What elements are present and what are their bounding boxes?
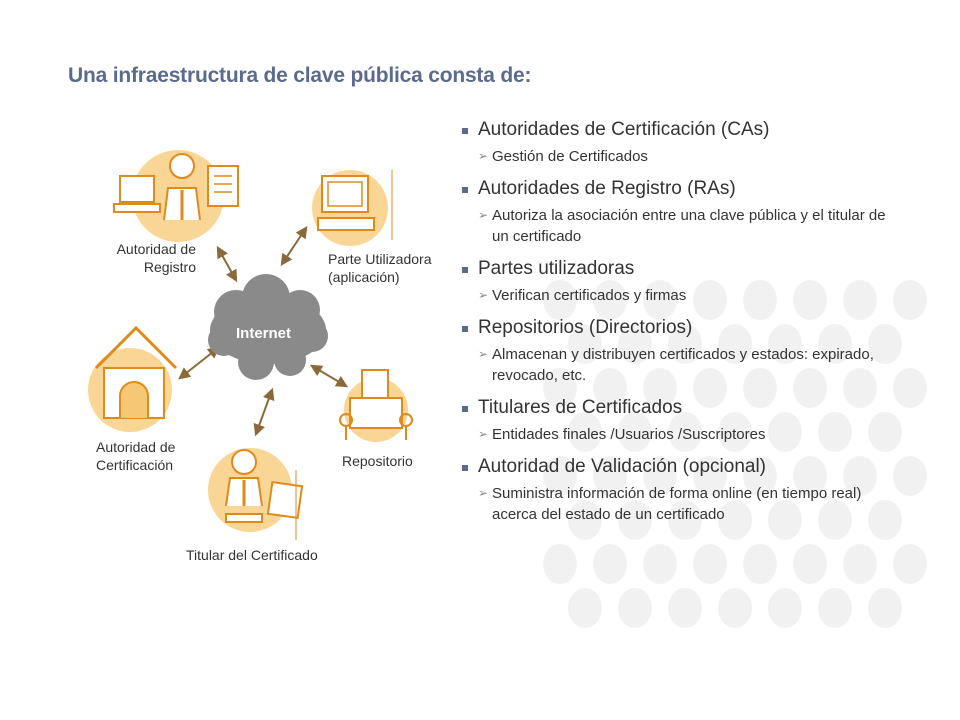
label-registration-authority — [110, 240, 196, 276]
certification-authority-icon — [88, 328, 176, 432]
label-ca-line1: Autoridad de — [96, 439, 176, 455]
square-bullet-icon — [462, 406, 468, 412]
relying-party-icon — [312, 170, 392, 246]
label-rp-line1: Parte Utilizadora — [328, 251, 432, 267]
component-list — [462, 118, 902, 535]
label-repository: Repositorio — [342, 453, 413, 469]
label-relying-party — [328, 250, 432, 286]
item-heading: Repositorios (Directorios) — [478, 317, 693, 338]
label-ca-line2: Certificación — [96, 457, 174, 473]
item-heading: Partes utilizadoras — [478, 258, 635, 279]
certificate-holder-icon — [208, 448, 302, 540]
label-ra-line1: Autoridad de — [116, 241, 196, 257]
arrow-holder-internet — [256, 390, 272, 434]
label-rp-line2: (aplicación) — [328, 269, 400, 285]
list-item-ca — [462, 118, 902, 167]
arrow-ca-internet — [180, 348, 218, 378]
arrow-repo-internet — [312, 366, 346, 386]
arrow-bullet-icon: ➢ — [478, 208, 489, 222]
square-bullet-icon — [462, 465, 468, 471]
item-heading: Autoridades de Certificación (CAs) — [478, 119, 770, 140]
item-description: Almacenan y distribuyen certificados y estados: expirado, revocado, etc. — [492, 346, 874, 384]
arrow-bullet-icon: ➢ — [478, 427, 489, 441]
item-description: Gestión de Certificados — [492, 148, 648, 165]
arrow-rp-internet — [282, 228, 306, 264]
list-item-ra — [462, 177, 902, 247]
list-item-repositories — [462, 316, 902, 386]
item-heading: Autoridades de Registro (RAs) — [478, 178, 736, 199]
arrow-bullet-icon: ➢ — [478, 486, 489, 500]
square-bullet-icon — [462, 187, 468, 193]
list-item-validation — [462, 455, 902, 525]
label-certification-authority — [96, 438, 175, 474]
item-heading: Autoridad de Validación (opcional) — [478, 456, 766, 477]
item-heading: Titulares de Certificados — [478, 397, 683, 418]
label-ra-line2: Registro — [143, 259, 196, 275]
internet-label: Internet — [236, 325, 292, 342]
label-certificate-holder: Titular del Certificado — [186, 547, 318, 563]
item-description: Autoriza la asociación entre una clave pública y el titular de un certificado — [492, 207, 886, 245]
repository-icon — [340, 370, 412, 442]
square-bullet-icon — [462, 128, 468, 134]
arrow-ra-internet — [218, 248, 236, 280]
item-description: Suministra información de forma online (en tiempo real) acerca del estado de un certificado — [492, 485, 862, 523]
arrow-bullet-icon: ➢ — [478, 347, 489, 361]
square-bullet-icon — [462, 267, 468, 273]
arrow-bullet-icon: ➢ — [478, 149, 489, 163]
list-item-holders — [462, 396, 902, 445]
page-title: Una infraestructura de clave pública consta de: — [68, 64, 532, 87]
registration-authority-icon — [114, 150, 238, 242]
list-item-relying-parties — [462, 257, 902, 306]
square-bullet-icon — [462, 326, 468, 332]
item-description: Verifican certificados y firmas — [492, 287, 687, 304]
arrow-bullet-icon: ➢ — [478, 288, 489, 302]
item-description: Entidades finales /Usuarios /Suscriptores — [492, 426, 766, 443]
